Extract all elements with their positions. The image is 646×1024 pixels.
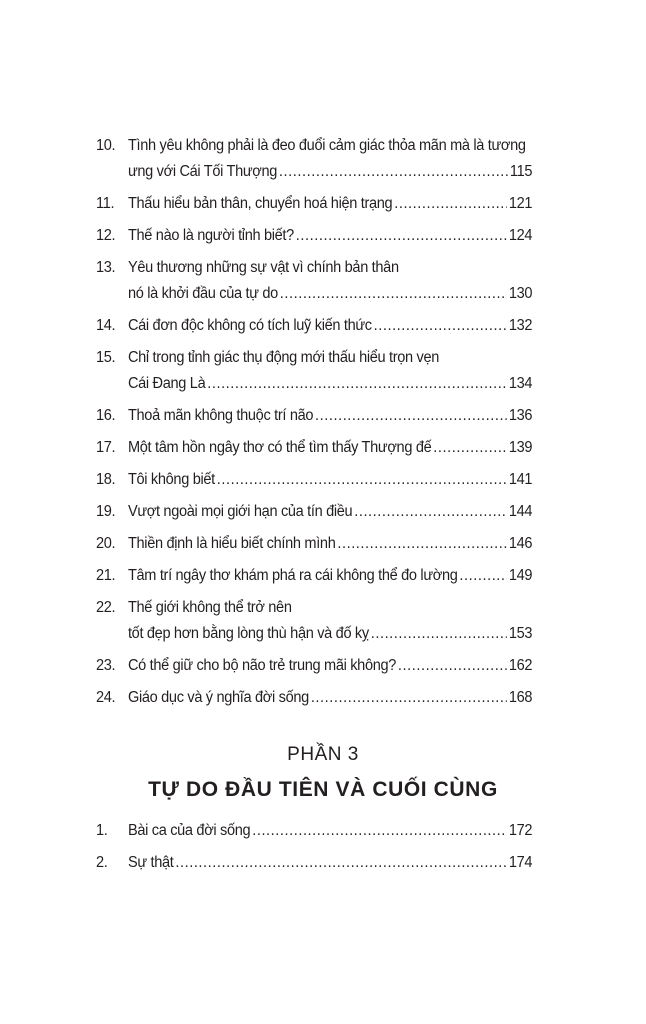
toc-entry-title: Thoả mãn không thuộc trí não: [127, 407, 314, 424]
toc-entry-line: [128, 133, 532, 159]
toc-entry-page: 124: [508, 227, 533, 244]
toc-entry-text: [128, 467, 532, 493]
toc-entry[interactable]: [96, 133, 532, 185]
toc-entry-title: ưng với Cái Tối Thượng: [127, 163, 278, 180]
toc-entry-title: Chỉ trong tỉnh giác thụ động mới thấu hiểu trọn vẹn: [127, 349, 440, 366]
toc-entry-title: Giáo dục và ý nghĩa đời sống: [127, 689, 309, 706]
toc-entry-page: 168: [508, 689, 533, 706]
dot-leader: [433, 435, 507, 461]
toc-entry-title: Thế nào là người tỉnh biết?: [127, 227, 294, 244]
dot-leader: [175, 850, 507, 876]
toc-entry-number: 2.: [96, 854, 108, 871]
toc-entry-page: 153: [508, 625, 533, 642]
toc-entry-line: [128, 159, 532, 185]
toc-entry-line: [128, 850, 532, 876]
toc-entry-page: 162: [508, 657, 533, 674]
toc-entry[interactable]: [96, 345, 532, 397]
toc-entry[interactable]: [96, 595, 532, 647]
toc-entry-number: 16.: [96, 407, 116, 424]
toc-entry-page: 115: [509, 163, 533, 180]
dot-leader: [280, 281, 507, 307]
toc-entry-title: Tình yêu không phải là đeo đuổi cảm giác thỏa mãn mà là tương: [127, 137, 526, 154]
toc-entry[interactable]: [96, 563, 532, 589]
toc-entry[interactable]: [96, 191, 532, 217]
toc-entry-text: [128, 133, 532, 185]
toc-entry[interactable]: [96, 403, 532, 429]
toc-entry-page: 136: [508, 407, 533, 424]
toc-entry-page: 174: [508, 854, 533, 871]
part-label: PHẦN 3: [287, 744, 359, 765]
toc-entry[interactable]: [96, 255, 532, 307]
toc-entry[interactable]: [96, 850, 532, 876]
toc-entry-page: 130: [508, 285, 533, 302]
toc-entry-number: 15.: [96, 349, 116, 366]
toc-entry[interactable]: [96, 313, 532, 339]
toc-entry-title: Tôi không biết: [127, 471, 215, 488]
toc-entry-number: 22.: [96, 599, 116, 616]
toc-entry-title: Sự thật: [127, 854, 174, 871]
toc-entry-line: [128, 467, 532, 493]
toc-entry-title: Một tâm hồn ngây thơ có thể tìm thấy Thượng đế: [127, 439, 432, 456]
dot-leader: [354, 499, 507, 525]
toc-entry-text: [128, 255, 532, 307]
dot-leader: [279, 159, 508, 185]
dot-leader: [394, 191, 507, 217]
toc-entry-number: 13.: [96, 259, 116, 276]
toc-entry-title: Vượt ngoài mọi giới hạn của tín điều: [127, 503, 353, 520]
toc-entry-number: 19.: [96, 503, 116, 520]
dot-leader: [371, 621, 507, 647]
toc-entry-title: nó là khởi đầu của tự do: [127, 285, 278, 302]
toc-entry-text: [128, 685, 532, 711]
toc-entry-line: [128, 595, 532, 621]
toc-entry-text: [128, 403, 532, 429]
toc-entry-line: [128, 345, 532, 371]
toc-entry[interactable]: [96, 435, 532, 461]
toc-entry-line: [128, 281, 532, 307]
toc-entry-number: 10.: [96, 137, 116, 154]
toc-entry-line: [128, 371, 532, 397]
toc-entry-text: [128, 818, 532, 844]
toc-entry-page: 172: [508, 822, 533, 839]
toc-entry-line: [128, 255, 532, 281]
toc-entry-line: [128, 818, 532, 844]
toc-entry-title: Tâm trí ngây thơ khám phá ra cái không thể đo lường: [127, 567, 458, 584]
toc-entry-title: Cái Đang Là: [127, 375, 206, 392]
toc-entry-line: [128, 191, 532, 217]
toc-entry-line: [128, 435, 532, 461]
toc-entry-line: [128, 313, 532, 339]
toc-list-part2: [96, 133, 532, 711]
toc-entry[interactable]: [96, 653, 532, 679]
toc-entry-line: [128, 403, 532, 429]
dot-leader: [311, 685, 507, 711]
toc-entry-number: 18.: [96, 471, 116, 488]
toc-entry-page: 141: [508, 471, 533, 488]
toc-entry[interactable]: [96, 467, 532, 493]
toc-list-part3: [96, 818, 532, 876]
toc-entry-title: Thế giới không thể trở nên: [127, 599, 292, 616]
toc-entry[interactable]: [96, 685, 532, 711]
toc-entry-page: 132: [508, 317, 533, 334]
toc-entry-page: 139: [508, 439, 533, 456]
toc-entry-number: 14.: [96, 317, 116, 334]
dot-leader: [207, 371, 507, 397]
toc-entry-number: 23.: [96, 657, 116, 674]
toc-entry-title: tốt đẹp hơn bằng lòng thù hận và đố kỵ: [127, 625, 369, 642]
toc-entry-title: Thấu hiểu bản thân, chuyển hoá hiện trạng: [127, 195, 393, 212]
dot-leader: [337, 531, 507, 557]
toc-entry-page: 121: [508, 195, 533, 212]
toc-entry-number: 11.: [96, 195, 115, 212]
toc-entry-line: [128, 531, 532, 557]
dot-leader: [459, 563, 507, 589]
toc-entry-line: [128, 621, 532, 647]
toc-entry-line: [128, 499, 532, 525]
toc-entry[interactable]: [96, 499, 532, 525]
toc-entry-title: Bài ca của đời sống: [127, 822, 251, 839]
toc-entry-line: [128, 563, 532, 589]
toc-entry-title: Thiền định là hiểu biết chính mình: [127, 535, 336, 552]
toc-entry-page: 149: [508, 567, 533, 584]
toc-entry-page: 146: [508, 535, 533, 552]
toc-entry-number: 17.: [96, 439, 116, 456]
part-title: TỰ DO ĐẦU TIÊN VÀ CUỐI CÙNG: [148, 778, 498, 801]
toc-entry-text: [128, 499, 532, 525]
dot-leader: [296, 223, 507, 249]
toc-entry[interactable]: [96, 223, 532, 249]
toc-entry-text: [128, 653, 532, 679]
toc-entry-text: [128, 850, 532, 876]
toc-entry-title: Có thể giữ cho bộ não trẻ trung mãi không?: [127, 657, 397, 674]
dot-leader: [252, 818, 507, 844]
toc-entry-text: [128, 313, 532, 339]
toc-entry-page: 134: [508, 375, 533, 392]
toc-entry-text: [128, 531, 532, 557]
dot-leader: [374, 313, 507, 339]
toc-entry-title: Cái đơn độc không có tích luỹ kiến thức: [127, 317, 372, 334]
dot-leader: [398, 653, 507, 679]
toc-entry-text: [128, 223, 532, 249]
toc-entry-page: 144: [508, 503, 533, 520]
toc-entry-number: 21.: [96, 567, 116, 584]
toc-entry-text: [128, 435, 532, 461]
toc-entry-line: [128, 653, 532, 679]
toc-entry-number: 1.: [96, 822, 108, 839]
toc-entry-text: [128, 345, 532, 397]
dot-leader: [217, 467, 507, 493]
toc-entry-line: [128, 223, 532, 249]
toc-entry-text: [128, 595, 532, 647]
toc-entry-number: 20.: [96, 535, 116, 552]
toc-entry[interactable]: [96, 531, 532, 557]
dot-leader: [315, 403, 507, 429]
toc-entry-text: [128, 191, 532, 217]
toc-entry-number: 24.: [96, 689, 116, 706]
toc-entry-text: [128, 563, 532, 589]
toc-entry[interactable]: [96, 818, 532, 844]
toc-entry-title: Yêu thương những sự vật vì chính bản thân: [127, 259, 399, 276]
toc-entry-line: [128, 685, 532, 711]
toc-entry-number: 12.: [96, 227, 116, 244]
